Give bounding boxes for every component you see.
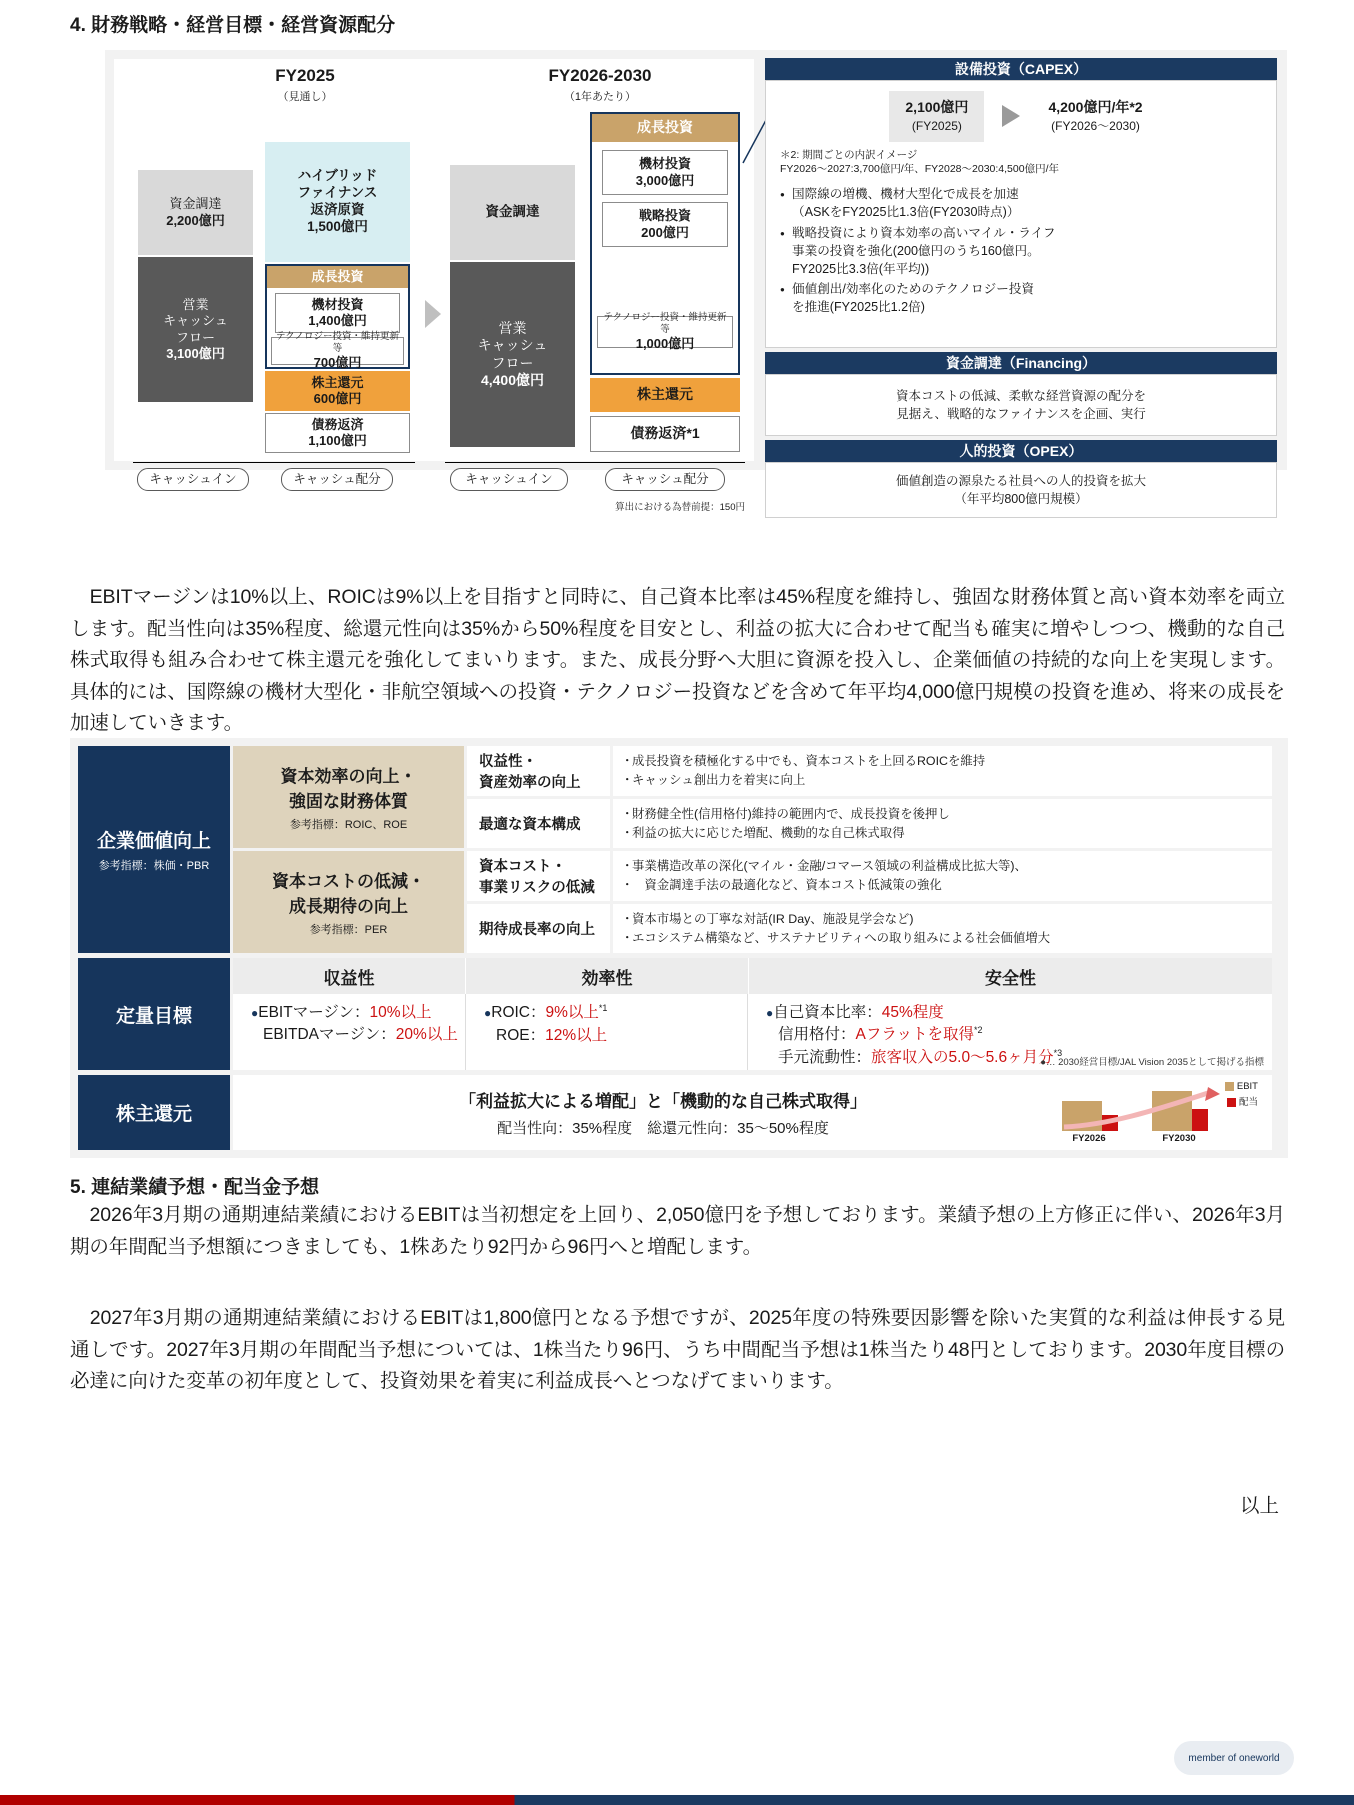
quant-target-line [251,1024,465,1046]
row2-label-1: 最適な資本構成 [479,817,581,833]
debt-amount: 1,100億円 [308,433,367,448]
strategy-item: ・ 資本市場との丁寧な対話(IR Day、施設見学会など) [623,910,1272,929]
strategy-item: ・ 利益の拡大に応じた増配、機動的な自己株式取得 [623,824,1272,843]
fy2025-debt-repayment [265,413,410,453]
ocf-label-2: キャッシュ [163,313,228,329]
hybrid-l2: ファイナンス [297,185,378,201]
strategy-item: ・ キャッシュ創出力を着実に向上 [623,771,1272,790]
hybrid-l1: ハイブリッド [297,168,378,184]
fy2025-axis-line [133,462,415,463]
section-5-heading: 5. 連結業績予想・配当金予想 [70,1177,320,1198]
r-tech-amount: 1,000億円 [635,335,695,351]
quant-col-head-profitability: 収益性 [233,958,466,994]
fy2025-operating-cash-flow [138,257,253,402]
row1-label-1: 収益性・ [479,754,537,770]
row-cost-risk-label [467,851,610,901]
shareholder-returns-body [233,1075,1272,1150]
hybrid-finance-repayment [265,142,410,262]
fy2630-shareholder-returns: 株主還元 [590,378,740,412]
quant-metric-label: ROIC： [491,1004,546,1022]
oneworld-logo [1174,1741,1294,1775]
row1-item-list [623,752,1272,789]
financing-text-1: 資本コストの低減、柔軟な経営資源の配分を [895,388,1146,403]
quant-col-head-efficiency: 効率性 [466,958,749,994]
row-growth-expectation-items [613,904,1272,953]
quant-target-line [766,1024,1272,1047]
returns-title: 「利益拡大による増配」と「機動的な自己株式取得」 [459,1092,867,1111]
fy2025-cash-in-funding [138,170,253,255]
quant-metric-value: 9%以上 [545,1004,599,1022]
row3-label-1: 資本コスト・ [479,859,566,875]
capex-from-amount: 2,100億円 [905,99,969,115]
corporate-value-title: 企業価値向上 [96,831,211,852]
capex-bullet-item: ● 戦略投資により資本効率の高いマイル・ライフ 事業の投資を強化(200億円のうち160億円。 FY2025比3.3倍(年平均)) [780,225,1262,279]
ocf-label-1: 営業 [182,297,209,312]
row3-label-2: 事業リスクの低減 [479,880,595,896]
sr-label: 株主還元 [311,374,364,390]
strategy-item: ・ エコシステム構築など、サステナビリティへの取り組みによる社会価値増大 [623,929,1272,948]
returns-label: 株主還元 [115,1104,192,1125]
row1-label-2: 資産効率の向上 [479,775,581,791]
section-5-paragraph-2: 2027年3月期の通期連結業績におけるEBITは1,800億円となる予想ですが、2025年度の特殊要因影響を除いた実質的な利益は伸長する見通しです。2027年3月期の年間配当予想については、1株当たり96円、うち中間配当予想は1株当たり48円としております。2030年度目標の必達に向けた変革の初年度として、投資効果を着実に利益成長へとつなげてまいります。 [70,1307,1285,1393]
footer-color-bar [0,1795,1354,1805]
fy2025-subtitle: （見通し） [277,91,333,103]
fy2630-debt-repayment: 債務返済*1 [590,416,740,452]
row-capital-structure-items [613,799,1272,848]
bullet-icon: ● [251,1006,259,1020]
capex-note-1: ＊2: 期間ごとの内訳イメージ [780,148,918,161]
oneworld-badge: member of oneworld [1174,1741,1294,1775]
quant-metric-label: 自己資本比率： [773,1004,882,1021]
sr-amount: 600億円 [313,391,362,406]
fleet-label: 機材投資 [311,296,364,312]
capex-from-period: (FY2025) [911,119,962,134]
fy2025-funding-amount: 2,200億円 [166,212,225,228]
returns-mini-chart [1058,1081,1258,1147]
r-ocf-2: キャッシュ [477,337,548,353]
group2-note: 参考指標：PER [309,924,388,936]
quant-metric-label: EBITマージン： [258,1004,370,1021]
financing-text-2: 見据え、戦略的なファイナンスを企画、実行 [896,407,1146,421]
quant-metric-value: 45%程度 [881,1004,944,1021]
strategy-item: ・ 財務健全性(信用格付)維持の範囲内で、成長投資を後押し [623,805,1272,824]
quant-metric-label: ROE： [496,1026,546,1044]
figure-value-creation-targets [70,738,1288,1158]
group1-title-1: 資本効率の向上・ [280,767,417,786]
r-strat-amount: 200億円 [641,224,689,240]
capex-arrow-icon [1002,105,1020,127]
quant-col-profitability [233,994,465,1070]
r-strat-label: 戦略投資 [638,208,691,224]
transition-arrow-icon [425,300,441,328]
hybrid-amount: 1,500億円 [307,218,368,234]
group1-title-2: 強固な財務体質 [289,792,408,811]
quant-metric-value: 12%以上 [545,1026,608,1044]
capex-bullet-list [780,186,1262,317]
quant-metric-value: 10%以上 [369,1004,432,1021]
r-fleet-label: 機材投資 [638,156,691,172]
fy2025-funding-label: 資金調達 [169,196,222,212]
capex-to-period: (FY2026～2030) [1051,119,1140,134]
fy2630-tech-investment [597,312,733,351]
fy2630-funding: 資金調達 [450,165,575,260]
section-4-paragraph: EBITマージンは10%以上、ROICは9%以上を目指すと同時に、自己資本比率は45%程度を維持し、強固な財務体質と高い資本効率を両立します。配当性向は35%程度、総還元性向は35%から50%程度を目安とし、利益の拡大に合わせて配当も確実に増やしつつ、機動的な自己株式取得も組み合わせて株主還元を強化してまいります。また、成長分野へ大胆に資源を投入し、企業価値の持続的な向上を実現します。具体的には、国際線の機材大型化・非航空領域への投資・テクノロジー投資などを含めて年平均4,000億円規模の投資を進め、将来の成長を加速していきます。 [70,586,1285,735]
opex-panel-body [765,462,1277,518]
quant-metric-value: Aフラットを取得 [855,1026,975,1044]
strategy-item: ・ 成長投資を積極化する中でも、資本コストを上回るROICを維持 [623,752,1272,771]
legend-label-dividend: 配当 [1238,1097,1258,1108]
fy2630-operating-cash-flow [450,262,575,447]
group-cost-of-capital [233,851,464,953]
quant-col-head-safety: 安全性 [985,968,1036,988]
r-fleet-amount: 3,000億円 [635,172,695,188]
row3-item-list [623,857,1272,894]
section-5-paragraph-1: 2026年3月期の通期連結業績におけるEBITは当初想定を上回り、2,050億円を予想しております。業績予想の上方修正に伴い、2026年3月期の年間配当予想額につきましても、1株あたり92円から96円へと増配します。 [70,1204,1285,1258]
fy2630-cash-in-caption: キャッシュイン [450,468,568,491]
row4-item-list [623,910,1272,947]
quant-footnote-marker: *1 [598,1003,608,1013]
quant-metric-label: 手元流動性： [778,1049,872,1067]
fy2630-axis-line [445,462,745,463]
fy2630-growth-investment-label: 成長投資 [592,114,738,142]
corporate-value-label [78,746,230,953]
returns-subtitle: 配当性向：35%程度 総還元性向：35～50%程度 [497,1120,829,1137]
quant-metric-value: 20%以上 [395,1026,458,1044]
bullet-icon: ● [484,1006,492,1021]
r-ocf-1: 営業 [498,319,527,336]
capex-bullet-item: ● 価値創出/効率化のためのテクノロジー投資 を推進(FY2025比1.2倍) [780,281,1262,317]
row-growth-expectation-label [467,904,610,953]
ocf-amount: 3,100億円 [166,345,225,361]
figure-capital-allocation [105,50,1287,513]
quantitative-targets-label [78,958,230,1070]
quant-metric-label: EBITDAマージン： [263,1026,396,1044]
fy2025-shareholder-returns [265,371,410,411]
fleet-amount: 1,400億円 [308,313,367,328]
hybrid-l3: 返済原資 [310,202,365,217]
ocf-label-3: フロー [175,329,215,345]
fx-assumption-note: 算出における為替前提：150円 [615,502,745,513]
quant-metric-value: 旅客収入の5.0～5.6ヶ月分 [871,1049,1054,1067]
row-capital-structure-label [467,799,610,848]
fy2630-strategic-investment [602,202,728,247]
capex-to-amount: 4,200億円/年*2 [1048,99,1143,115]
quant-target-line [251,1002,465,1024]
financing-panel-heading: 資金調達（Financing） [765,352,1277,374]
group2-title-1: 資本コストの低減・ [272,872,425,891]
fy2025-growth-investment-label: 成長投資 [267,266,408,288]
quant-target-line [484,1002,747,1025]
quant-metric-label: 信用格付： [778,1026,856,1044]
fy2025-cash-out-caption: キャッシュ配分 [281,468,393,491]
row2-item-list [623,805,1272,842]
fy2025-fleet-investment [275,293,400,333]
quantitative-targets-table [233,958,1272,1070]
quant-footnote-marker: *2 [974,1025,983,1036]
financing-panel-body [765,374,1277,436]
opex-panel-heading: 人的投資（OPEX） [765,440,1277,462]
corporate-value-note: 参考指標：株価・PBR [98,860,210,872]
quant-target-line [766,1002,1272,1024]
capex-panel-body [765,80,1277,348]
quant-footnote-marker: *3 [1053,1048,1063,1059]
fy2630-fleet-investment [602,150,728,195]
strategy-item: ・ 事業構造改革の深化(マイル・金融/コマース領域の利益構成比拡大等)、 [623,857,1272,876]
closing-text: 以上 [1239,1495,1279,1517]
row-profitability-label [467,746,610,796]
r-ocf-amount: 4,400億円 [480,372,545,388]
shareholder-returns-label [78,1075,230,1150]
chart-x-fy2026: FY2026 [1072,1133,1106,1144]
growth-arrow-icon [1058,1085,1233,1133]
tech-amount: 700億円 [313,354,362,370]
debt-label: 債務返済 [311,416,364,432]
quant-target-line [484,1025,747,1047]
quant-label: 定量目標 [115,1005,192,1027]
r-ocf-3: フロー [491,354,534,371]
row4-label-1: 期待成長率の向上 [479,922,595,938]
opex-text-1: 価値創造の源泉たる社員への人的投資を拡大 [895,473,1146,488]
group1-note: 参考指標：ROIC、ROE [289,819,408,831]
tech-label: テクノロジー投資・維持更新 等 [276,331,399,354]
capex-panel-heading: 設備投資（CAPEX） [765,58,1277,80]
bullet-icon: ● [766,1006,774,1020]
section-4-heading: 4. 財務戦略・経営目標・経営資源配分 [70,15,396,36]
r-tech-label: テクノロジー投資・維持更新 等 [603,312,727,335]
row-cost-risk-items [613,851,1272,901]
row-profitability-items [613,746,1272,796]
strategy-item: ・ 資金調達手法の最適化など、資本コスト低減策の強化 [623,876,1272,895]
group-capital-efficiency [233,746,464,848]
capex-bullet-item: ● 国際線の増機、機材大型化で成長を加速 （ASKをFY2025比1.3倍(FY2030時点)） [780,186,1262,222]
quant-col-efficiency [465,994,747,1070]
fy2025-cash-in-caption: キャッシュイン [137,468,249,491]
chart-x-fy2030: FY2030 [1162,1133,1196,1144]
capex-note-2: FY2026～2027:3,700億円/年、FY2028～2030:4,500億円/年 [780,162,1059,175]
fy2025-tech-investment [271,331,404,370]
fy2630-cash-out-caption: キャッシュ配分 [605,468,725,491]
quant-footnote: ●… 2030経営目標/JAL Vision 2035として掲げる指標 [1040,1057,1264,1068]
group2-title-2: 成長期待の向上 [289,897,408,916]
legend-label-ebit: EBIT [1236,1081,1258,1092]
fy2025-title: FY2025 [275,66,335,85]
opex-text-2: （年平均800億円規模） [954,492,1088,506]
fy2026-2030-title: FY2026-2030 [548,66,652,85]
fy2026-2030-subtitle: （1年あたり） [563,91,637,103]
